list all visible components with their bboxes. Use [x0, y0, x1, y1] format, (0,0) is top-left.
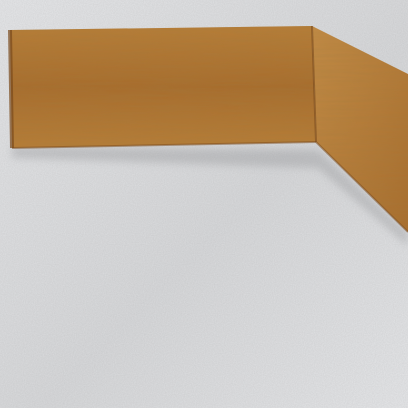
molding-left-edge — [10, 30, 12, 148]
molding-front-grain — [10, 26, 316, 148]
